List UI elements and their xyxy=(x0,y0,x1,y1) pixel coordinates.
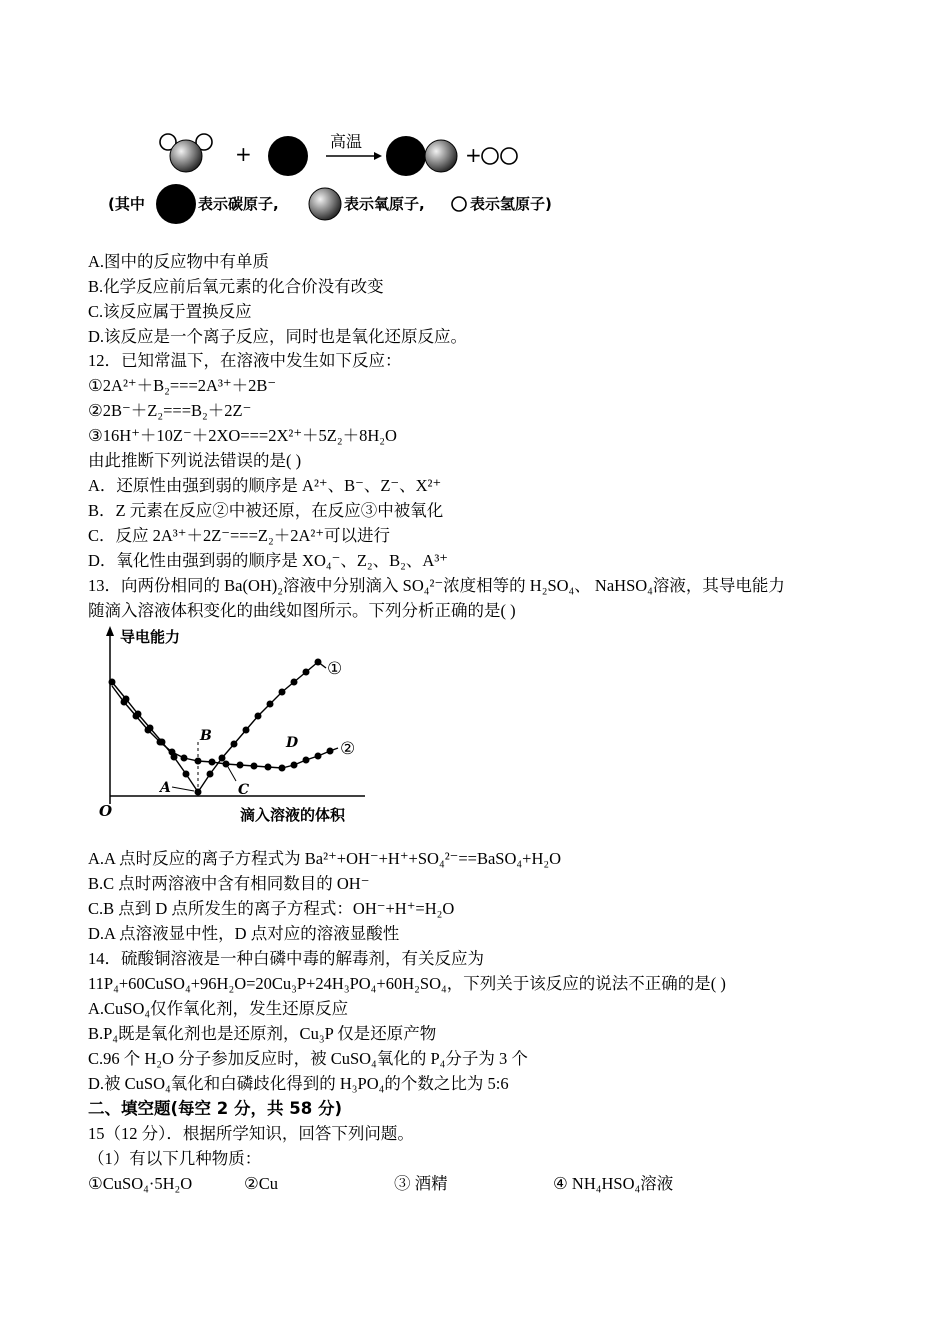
plus-sign-1: + xyxy=(235,142,252,166)
legend-carbon-icon xyxy=(156,184,196,224)
q14-stem-2: 11P₄+60CuSO₄+96H₂O=20Cu₃P+24H₃PO₄+60H₂SO₄，下列关于该反应的说法不正确的是( ) xyxy=(88,974,726,993)
arrow-head xyxy=(374,152,382,160)
q13-stem-2: 随滴入溶液体积变化的曲线如图所示。下列分析正确的是( ) xyxy=(88,601,516,620)
q11-option-a: A.图中的反应物中有单质 xyxy=(88,252,270,271)
origin-label: O xyxy=(99,802,113,820)
q15-stem: 15（12 分）．根据所学知识，回答下列问题。 xyxy=(88,1124,414,1143)
q13-option-a: A.A 点时反应的离子方程式为 Ba²⁺+OH⁻+H⁺+SO₄²⁻==BaSO₄+H₂O xyxy=(88,849,562,868)
q14-option-b: B.P₄既是氧化剂也是还原剂，Cu₃P 仅是还原产物 xyxy=(88,1024,437,1043)
arrow-label: 高温 xyxy=(330,132,363,151)
q12-option-c: C．反应 2A³⁺＋2Z⁻===Z₂＋2A²⁺可以进行 xyxy=(88,526,391,545)
legend-oxygen: 表示氧原子, xyxy=(344,195,425,213)
q12-reaction-1: ①2A²⁺＋B₂===2A³⁺＋2B⁻ xyxy=(88,376,277,395)
q12-reaction-2: ②2B⁻＋Z₂===B₂＋2Z⁻ xyxy=(88,401,252,420)
section-2-heading xyxy=(88,1097,342,1121)
q11-option-c: C.该反应属于置换反应 xyxy=(88,302,252,321)
q14-stem-1: 14．硫酸铜溶液是一种白磷中毒的解毒剂，有关反应为 xyxy=(88,949,484,968)
q12-question: 由此推断下列说法错误的是( ) xyxy=(88,451,302,470)
legend-hydrogen-icon xyxy=(452,197,466,211)
q11-option-d: D.该反应是一个离子反应，同时也是氧化还原反应。 xyxy=(88,327,468,346)
curve-2-line xyxy=(112,686,338,768)
point-c-pointer xyxy=(228,767,236,781)
point-c-label: C xyxy=(238,782,250,798)
q13-option-b: B.C 点时两溶液中含有相同数目的 OH⁻ xyxy=(88,874,370,893)
q14-option-d: D.被 CuSO₄氧化和白磷歧化得到的 H₃PO₄的个数之比为 5:6 xyxy=(88,1074,509,1093)
y-axis-label: 导电能力 xyxy=(120,628,181,646)
legend-oxygen-icon xyxy=(309,188,341,220)
q13-option-c: C.B 点到 D 点所发生的离子方程式：OH⁻+H⁺=H₂O xyxy=(88,899,455,918)
legend-hydrogen: 表示氢原子) xyxy=(470,195,552,213)
x-axis-label: 滴入溶液的体积 xyxy=(240,806,346,824)
q15-item-4: ④ NH₄HSO₄溶液 xyxy=(553,1174,674,1193)
q12-option-b: B．Z 元素在反应②中被还原，在反应③中被氧化 xyxy=(88,501,444,520)
point-a-label: A xyxy=(160,780,171,796)
y-axis-arrow xyxy=(106,626,114,636)
curve-1-points xyxy=(109,659,322,796)
legend-prefix: (其中 xyxy=(108,195,145,213)
q15-item-3: ③ 酒精 xyxy=(394,1174,448,1193)
h2-molecule xyxy=(482,148,517,164)
carbon-atom xyxy=(268,136,308,176)
q14-option-c: C.96 个 H₂O 分子参加反应时，被 CuSO₄氧化的 P₄分子为 3 个 xyxy=(88,1049,528,1068)
section-2-title: 二、填空题 xyxy=(88,1099,171,1118)
curve-1-label: ① xyxy=(327,659,343,679)
q12-reaction-3: ③16H⁺＋10Z⁻＋2XO===2X²⁺＋5Z₂＋8H₂O xyxy=(88,426,397,445)
q12-option-d: D．氧化性由强到弱的顺序是 XO₄⁻、Z₂、B₂、A³⁺ xyxy=(88,551,448,570)
q14-option-a: A.CuSO₄仅作氧化剂，发生还原反应 xyxy=(88,999,349,1018)
curve-2-label: ② xyxy=(340,739,356,759)
q12-stem: 12．已知常温下，在溶液中发生如下反应： xyxy=(88,351,402,370)
plus-sign-2: + xyxy=(465,143,482,167)
q15-item-1: ①CuSO₄·5H₂O xyxy=(88,1174,193,1193)
section-2-note: (每空 2 分，共 58 分) xyxy=(170,1099,343,1118)
point-b-label: B xyxy=(200,728,212,744)
point-d-label: D xyxy=(286,735,299,751)
conductivity-graph xyxy=(90,624,390,829)
water-molecule xyxy=(160,134,212,172)
q11-option-b: B.化学反应前后氧元素的化合价没有改变 xyxy=(88,277,384,296)
legend-carbon: 表示碳原子, xyxy=(198,195,279,213)
q15-item-2: ②Cu xyxy=(244,1174,279,1193)
q15-sub-1: （1）有以下几种物质： xyxy=(88,1149,262,1168)
point-a-pointer xyxy=(172,787,194,791)
reaction-diagram xyxy=(100,125,590,225)
q13-stem-1: 13．向两份相同的 Ba(OH)₂溶液中分别滴入 SO₄²⁻浓度相等的 H₂SO₄、 NaHSO₄溶液，其导电能力 xyxy=(88,576,785,595)
co-molecule xyxy=(386,136,457,176)
q13-option-d: D.A 点溶液显中性，D 点对应的溶液显酸性 xyxy=(88,924,400,943)
q12-option-a: A．还原性由强到弱的顺序是 A²⁺、B⁻、Z⁻、X²⁺ xyxy=(88,476,442,495)
